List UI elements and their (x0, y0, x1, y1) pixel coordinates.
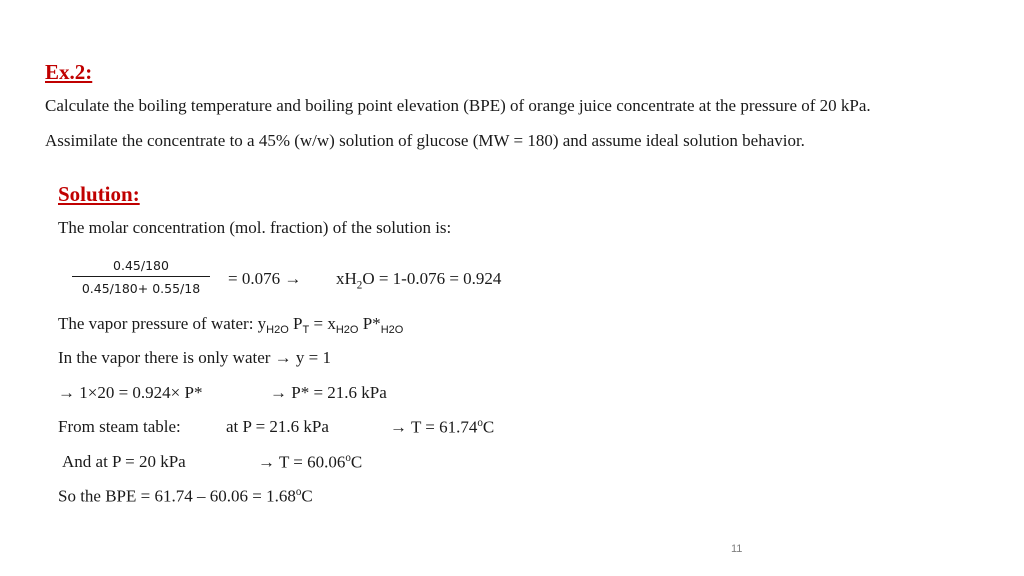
vp-sub-p: T (302, 324, 310, 336)
vapor-pressure-equation (58, 314, 403, 336)
equation-calc-left: → 1×20 = 0.924× P* (58, 383, 203, 402)
vapor-only-water: In the vapor there is only water → y = 1 (58, 348, 332, 367)
vp-pstar: P* (358, 314, 381, 333)
degree-sup: o (345, 452, 351, 464)
water-mole-fraction (336, 269, 501, 291)
at-20-value: → T = 60.06 (258, 452, 346, 472)
xh2o-suffix: O = 1-0.076 = 0.924 (362, 269, 502, 288)
celsius-unit: C (482, 417, 495, 437)
at-20-kpa-result (258, 452, 362, 473)
celsius-unit: C (301, 486, 313, 506)
at-20-kpa-label: And at P = 20 kPa (62, 452, 186, 471)
fraction-denominator: 0.45/180+ 0.55/18 (81, 281, 201, 296)
problem-statement-line-2: Assimilate the concentrate to a 45% (w/w) solution of glucose (MW = 180) and assume ideal solution behavior. (45, 131, 805, 150)
steam-table-label: From steam table: (58, 417, 181, 436)
vp-sub-pstar: H2O (380, 324, 404, 336)
fraction-result: = 0.076 → (228, 269, 302, 288)
degree-sup: o (477, 417, 483, 429)
steam-table-result (390, 417, 494, 438)
vp-eq: = x (309, 314, 336, 333)
mole-fraction-formula (72, 258, 210, 296)
example-heading: Ex.2: (45, 60, 93, 84)
vp-prefix: The vapor pressure of water: y (58, 314, 267, 333)
vp-p: P (288, 314, 303, 333)
steam-table-value: → T = 61.74 (390, 417, 478, 437)
solution-heading: Solution: (58, 182, 140, 206)
celsius-unit: C (350, 452, 363, 472)
bpe-text: So the BPE = 61.74 – 60.06 = 1.68 (58, 486, 296, 506)
page-number: 11 (731, 543, 743, 555)
solution-intro: The molar concentration (mol. fraction) of the solution is: (58, 218, 452, 237)
fraction-numerator: 0.45/180 (113, 258, 169, 273)
vp-sub-x: H2O (335, 324, 359, 336)
vp-sub-y: H2O (266, 324, 289, 336)
equation-calc-right: → P* = 21.6 kPa (270, 383, 387, 402)
problem-statement-line-1: Calculate the boiling temperature and boiling point elevation (BPE) of orange juice concentrate at the pressure of 20 kPa. (45, 96, 871, 115)
bpe-result (58, 486, 313, 507)
steam-table-at: at P = 21.6 kPa (226, 417, 329, 436)
xh2o-subscript: 2 (356, 279, 363, 292)
degree-sup: o (295, 486, 302, 498)
xh2o-prefix: xH (336, 269, 357, 288)
